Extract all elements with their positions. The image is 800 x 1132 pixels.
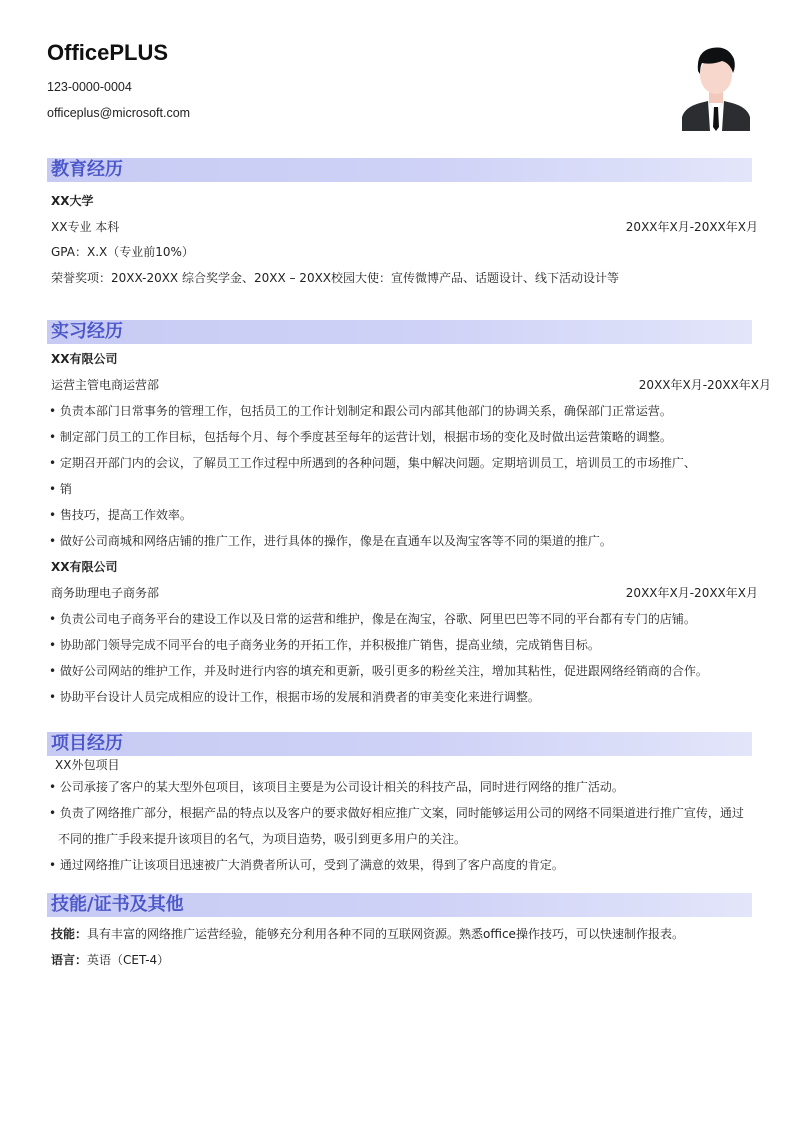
school-name: XX大学 [51, 194, 94, 208]
language-line [51, 952, 169, 968]
company-name: XX有限公司 [51, 560, 118, 574]
section-title: 实习经历 [51, 321, 123, 342]
section-title: 项目经历 [51, 733, 123, 754]
job-role: 商务助理电子商务部 [51, 586, 160, 600]
list-item: • 售技巧，提高工作效率。 [49, 508, 192, 522]
list-item: • 负责公司电子商务平台的建设工作以及日常的运营和维护，像是在淘宝，谷歌、阿里巴巴等不同的平台都有专门的店铺。 [49, 612, 696, 626]
gpa: GPA：X.X（专业前10%） [51, 245, 194, 259]
list-item: • 通过网络推广让该项目迅速被广大消费者所认可，受到了满意的效果，得到了客户高度的肯定。 [49, 858, 564, 872]
section-title: 技能/证书及其他 [51, 894, 184, 915]
project-name: XX外包项目 [55, 758, 120, 772]
list-item: • 做好公司网站的维护工作，并及时进行内容的填充和更新，吸引更多的粉丝关注，增加其粘性，促进跟网络经销商的合作。 [49, 664, 708, 678]
person-avatar-icon [682, 41, 750, 131]
email-address: officeplus@microsoft.com [47, 106, 191, 120]
job-date: 20XX年X月-20XX年X月 [625, 586, 758, 600]
company-name: XX有限公司 [51, 352, 118, 366]
list-item: • 公司承接了客户的某大型外包项目，该项目主要是为公司设计相关的科技产品，同时进行网络的推广活动。 [49, 780, 624, 794]
phone-number: 123-0000-0004 [47, 80, 132, 94]
section-internship-header [47, 320, 752, 344]
list-item: • 做好公司商城和网络店铺的推广工作，进行具体的操作，像是在直通车以及淘宝客等不同的渠道的推广。 [49, 534, 612, 548]
honors: 荣誉奖项：20XX-20XX 综合奖学金、20XX – 20XX校园大使：宣传微博产品、话题设计、线下活动设计等 [51, 271, 620, 285]
list-item: • 负责了网络推广部分，根据产品的特点以及客户的要求做好相应推广文案，同时能够运用公司的网络不同渠道进行推广宣传，通过 [49, 806, 744, 820]
section-project-header [47, 732, 752, 756]
language-label: 语言： [51, 953, 88, 967]
list-item: • 制定部门员工的工作目标，包括每个月、每个季度甚至每年的运营计划，根据市场的变化及时做出运营策略的调整。 [49, 430, 672, 444]
list-item: • 负责本部门日常事务的管理工作，包括员工的工作计划制定和跟公司内部其他部门的协调关系，确保部门正常运营。 [49, 404, 672, 418]
skills-line [51, 926, 684, 942]
education-date: 20XX年X月-20XX年X月 [625, 220, 758, 234]
major: XX专业 本科 [51, 220, 120, 234]
list-item: • 销 [49, 482, 72, 496]
section-education-header [47, 158, 752, 182]
language-text: 英语（CET-4） [87, 953, 170, 967]
list-item: • 协助部门领导完成不同平台的电子商务业务的开拓工作，并积极推广销售，提高业绩，完成销售目标。 [49, 638, 600, 652]
section-title: 教育经历 [51, 159, 123, 180]
section-skills-header [47, 893, 752, 917]
list-item: • 定期召开部门内的会议，了解员工工作过程中所遇到的各种问题，集中解决问题。定期培训员工，培训员工的市场推广、 [49, 456, 696, 470]
list-item: • 协助平台设计人员完成相应的设计工作，根据市场的发展和消费者的审美变化来进行调整。 [49, 690, 540, 704]
job-role: 运营主管电商运营部 [51, 378, 160, 392]
skills-label: 技能： [51, 927, 88, 941]
list-item-continuation: 不同的推广手段来提升该项目的名气，为项目造势，吸引到更多用户的关注。 [58, 832, 467, 846]
job-date: 20XX年X月-20XX年X月 [638, 378, 771, 392]
skills-text: 具有丰富的网络推广运营经验，能够充分利用各种不同的互联网资源。熟悉office操作技巧，可以快速制作报表。 [87, 927, 684, 941]
resume-name: OfficePLUS [47, 40, 169, 65]
